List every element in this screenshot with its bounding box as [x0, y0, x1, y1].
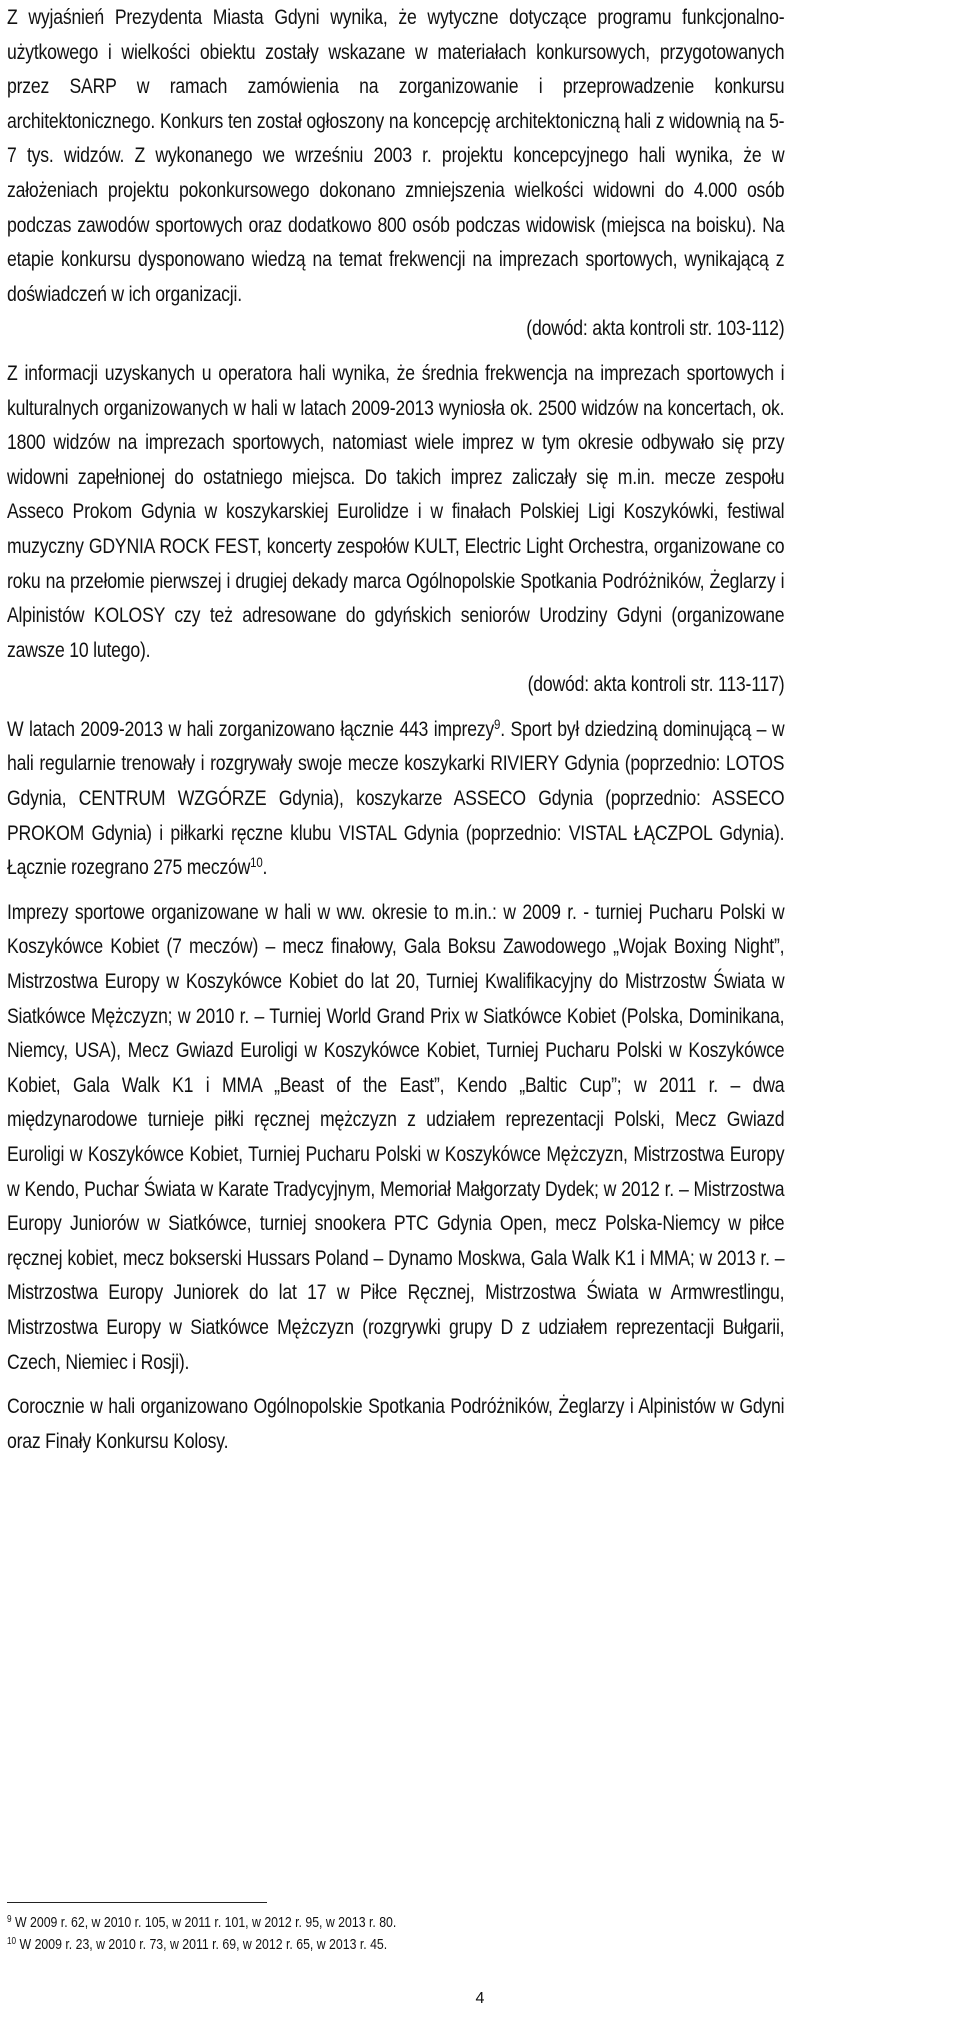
footnotes	[7, 1912, 745, 1956]
footnote-mark: 9	[7, 1914, 12, 1925]
paragraph-sport-events: Imprezy sportowe organizowane w hali w ww. okresie to m.in.: w 2009 r. - turniej Pucharu Polski w Koszykówce Kobiet (7 meczów) – mecz finałowy, Gala Boksu Zawodowego „Wojak Boxing Night”, Mistrzostwa Europy w Koszykówce Kobiet do lat 20, Turniej Kwalifikacyjny do Mistrzostw Świata w Siatkówce Mężczyzn; w 2010 r. – Turniej World Grand Prix w Siatkówce Kobiet (Polska, Dominikana, Niemcy, USA), Mecz Gwiazd Euroligi w Koszykówce Kobiet, Turniej Pucharu Polski w Koszykówce Kobiet, Gala Walk K1 i MMA „Beast of the East”, Kendo „Baltic Cup”; w 2011 r. – dwa międzynarodowe turnieje piłki ręcznej mężczyzn z udziałem reprezentacji Polski, Mecz Gwiazd Euroligi w Koszykówce Kobiet, Turniej Pucharu Polski w Koszykówce Mężczyzn, Mistrzostwa Europy w Kendo, Puchar Świata w Karate Tradycyjnym, Memoriał Małgorzaty Dydek; w 2012 r. – Mistrzostwa Europy Juniorów w Siatkówce, turniej snookera PTC Gdynia Open, mecz Polska-Niemcy w piłce ręcznej kobiet, mecz bokserski Hussars Poland – Dynamo Moskwa, Gala Walk K1 i MMA; w 2013 r. – Mistrzostwa Europy Juniorek do lat 17 w Piłce Ręcznej, Mistrzostwa Świata w Armwrestlingu, Mistrzostwa Europy w Siatkówce Mężczyzn (rozgrywki grupy D z udziałem reprezentacji Bułgarii, Czech, Niemiec i Rosji).	[7, 899, 785, 1374]
footnote-9	[7, 1912, 745, 1934]
events-count-text: W latach 2009-2013 w hali zorganizowano łącznie 443 imprezy	[7, 716, 495, 741]
body-text	[7, 0, 784, 1458]
footnote-mark: 10	[7, 1936, 17, 1947]
evidence-note-1: (dowód: akta kontroli str. 103-112)	[526, 316, 785, 341]
evidence-note-2: (dowód: akta kontroli str. 113-117)	[527, 672, 785, 697]
paragraph-yearly-events: Corocznie w hali organizowano Ogólnopolskie Spotkania Podróżników, Żeglarzy i Alpinistów w Gdyni oraz Finały Konkursu Kolosy.	[7, 1394, 785, 1453]
events-sport-end: .	[262, 855, 268, 880]
footnote-separator	[7, 1902, 267, 1903]
footnote-ref-10: 10	[250, 854, 263, 871]
footnote-ref-9: 9	[494, 715, 501, 732]
page-number: 4	[475, 1990, 485, 2007]
paragraph-events-count	[7, 712, 784, 885]
footnote-text: W 2009 r. 23, w 2010 r. 73, w 2011 r. 69, w 2012 r. 65, w 2013 r. 45.	[19, 1936, 388, 1953]
paragraph-attendance: Z informacji uzyskanych u operatora hali wynika, że średnia frekwencja na imprezach sportowych i kulturalnych organizowanych w hali w latach 2009-2013 wyniosła ok. 2500 widzów na koncertach, ok. 1800 widzów na imprezach sportowych, natomiast wiele imprez w tym okresie odbywało się przy widowni zapełnionej do ostatniego miejsca. Do takich imprez zaliczały się m.in. mecze zespołu Asseco Prokom Gdynia w koszykarskiej Eurolidze i w finałach Polskiej Ligi Koszykówki, festiwal muzyczny GDYNIA ROCK FEST, koncerty zespołów KULT, Electric Light Orchestra, organizowane co roku na przełomie pierwszej i drugiej dekady marca Ogólnopolskie Spotkania Podróżników, Żeglarzy i Alpinistów KOLOSY czy też adresowane do gdyńskich seniorów Urodziny Gdyni (organizowane zawsze 10 lutego).	[7, 360, 785, 662]
footnote-text: W 2009 r. 62, w 2010 r. 105, w 2011 r. 101, w 2012 r. 95, w 2013 r. 80.	[14, 1914, 397, 1931]
footnote-10	[7, 1934, 745, 1956]
events-sport-text: . Sport był dziedziną dominującą – w hali regularnie trenowały i rozgrywały swoje mecze koszykarki RIVIERY Gdynia (poprzednio: LOTOS Gdynia, CENTRUM WZGÓRZE Gdynia), koszykarze ASSECO Gdynia (poprzednio: ASSECO PROKOM Gdynia) i piłkarki ręczne klubu VISTAL Gdynia (poprzednio: VISTAL ŁĄCZPOL Gdynia). Łącznie rozegrano 275 meczów	[7, 716, 785, 880]
paragraph-mayor-explanation: Z wyjaśnień Prezydenta Miasta Gdyni wynika, że wytyczne dotyczące programu funkcjonalno-użytkowego i wielkości obiektu zostały wskazane w materiałach konkursowych, przygotowanych przez SARP w ramach zamówienia na zorganizowanie i przeprowadzenie konkursu architektonicznego. Konkurs ten został ogłoszony na koncepcję architektoniczną hali z widownią na 5-7 tys. widzów. Z wykonanego we wrześniu 2003 r. projektu koncepcyjnego hali wynika, że w założeniach projektu pokonkursowego dokonano zmniejszenia wielkości widowni do 4.000 osób podczas zawodów sportowych oraz dodatkowo 800 osób podczas widowisk (miejsca na boisku). Na etapie konkursu dysponowano wiedzą na temat frekwencji na imprezach sportowych, wynikającą z doświadczeń w ich organizacji.	[7, 5, 785, 306]
